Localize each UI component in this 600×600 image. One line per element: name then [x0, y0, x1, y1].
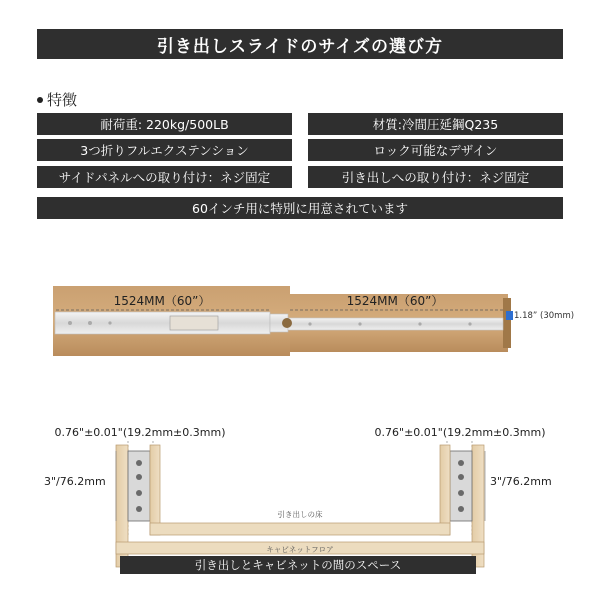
right-gap-label: 0.76"±0.01"(19.2mm±0.3mm) — [374, 426, 546, 439]
cabinet-gap-caption: 引き出しとキャビネットの間のスペース — [120, 556, 476, 574]
right-length-label: 1524MM（60”） — [346, 294, 444, 308]
cabinet-floor-label: キャビネットフロア — [266, 545, 334, 554]
left-drawer-side — [150, 445, 160, 535]
left-gap-label: 0.76"±0.01"(19.2mm±0.3mm) — [54, 426, 226, 439]
drawer-floor-panel — [150, 523, 450, 535]
features-heading — [37, 89, 77, 110]
drawer-floor-label: 引き出しの床 — [277, 510, 323, 519]
slide-bearing — [282, 318, 292, 328]
feature-material: 材質:冷間圧延鋼Q235 — [308, 113, 563, 135]
features-heading-label: 特徴 — [47, 91, 78, 109]
left-length-label: 1524MM（60”） — [113, 294, 211, 308]
feature-drawer-mount: 引き出しへの取り付け：ネジ固定 — [308, 166, 563, 188]
bullet-icon — [37, 97, 43, 103]
thickness-label: 1.18” (30mm) — [514, 311, 575, 321]
left-height-label: 3"/76.2mm — [44, 475, 106, 488]
feature-lock: ロック可能なデザイン — [308, 139, 563, 161]
feature-banner: 60インチ用に特別に用意されています — [37, 197, 563, 219]
feature-side-mount: サイドパネルへの取り付け：ネジ固定 — [37, 166, 292, 188]
right-height-label: 3"/76.2mm — [490, 475, 552, 488]
thickness-marker-icon — [506, 311, 513, 320]
slide-lock-mechanism — [170, 316, 218, 330]
feature-extension: 3つ折りフルエクステンション — [37, 139, 292, 161]
slide-diagram — [0, 280, 600, 360]
page-title: 引き出しスライドのサイズの選び方 — [37, 29, 563, 59]
feature-load: 耐荷重: 220kg/500LB — [37, 113, 292, 135]
drawer-board-edge — [503, 298, 511, 348]
right-drawer-side — [440, 445, 450, 535]
slide-outer-rail — [55, 312, 270, 334]
